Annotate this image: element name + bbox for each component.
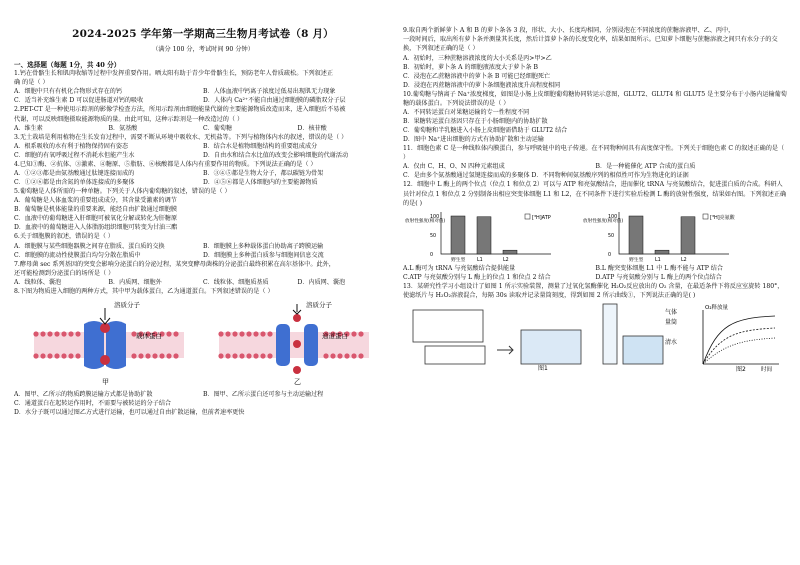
right-question-list — [403, 26, 788, 208]
answer-option: D．核苷酸 — [297, 124, 327, 132]
lipid-head — [61, 332, 66, 337]
answer-option: A．维生素 — [14, 124, 43, 132]
question-text: 12．细胞中 L 酶上的两个位点（位点 1 和位点 2）可以与 ATP 和亮氨酸结合，进而催化 tRNA 与亮氨酸结合，促进蛋白质的合成。科研人员针对位点 1 和位点 2 分别制备出相应突变体细胞 L1 和 L2，在不同条件下进行实验后检测 L 酶的放射性强度，结果如右图。下列叙述正确的是( ) — [403, 181, 787, 207]
chart-legend: [³H]ATP — [532, 215, 551, 222]
chart-category-label: L1 — [477, 258, 483, 264]
lipid-head — [351, 332, 356, 337]
lipid-head — [152, 354, 157, 359]
chart-bar — [655, 250, 669, 254]
lipid-head — [253, 354, 258, 359]
option-row — [403, 273, 788, 282]
label-solute-1: 溶质分子 — [114, 301, 140, 310]
question-text: 5.葡萄糖是人体所需的一种单糖。下列关于人体内葡萄糖的叙述，错误的是（ ） — [14, 188, 231, 196]
chart-tick-label: 50 — [430, 234, 437, 240]
answer-option: A．图甲、乙所示的物质跨膜运输方式都是协助扩散 — [14, 391, 153, 399]
question-text: 7.酵母菌 sec 系列基因的突变会影响分泌蛋白的分泌过程，某突变酵母菌株的分泌蛋白最终积累在高尔基体中。此外， — [14, 260, 335, 268]
lipid-head — [173, 332, 178, 337]
question-text: 13．某研究性学习小组设计了如图 1 所示实验装置，测量了过氧化氢酶催化 H₂O₂反应放出的 O₂ 含量，在最适条件下将反应室旋转 180°，使滤纸片与 H₂O₂溶液混合，每隔 30s 读取并记录量筒刻度，得到如图 2 所示曲线①，下列说法正确的是( ) — [403, 283, 784, 300]
lipid-head — [246, 332, 251, 337]
chart-bar — [451, 216, 465, 254]
lipid-head — [166, 332, 171, 337]
chart-tick-label: 50 — [608, 234, 615, 240]
legend-swatch — [525, 214, 530, 219]
chart-legend: [³H]亮氨酸 — [710, 215, 735, 222]
answer-option: D．图中 Na⁺进出细胞的方式有协助扩散和主动运输 — [403, 136, 544, 144]
label-fig1: 图1 — [538, 365, 548, 373]
answer-option: A．根系吸收的水有利于植物保持固有姿态 — [14, 143, 129, 151]
lipid-head — [239, 354, 244, 359]
option-row — [14, 142, 392, 151]
option-row — [14, 251, 392, 260]
right-q12-q13 — [403, 264, 788, 300]
answer-option: C．通道蛋白在起转运作用时，不需要与被转运的分子结合 — [14, 400, 172, 408]
lipid-head — [232, 354, 237, 359]
answer-option: D.ATP 与亮氨酸分别与 L 酶上的两个位点结合 — [595, 274, 722, 282]
chart-tick-label: 100 — [608, 215, 618, 221]
answer-option: A．线粒体、囊泡 — [14, 279, 62, 287]
option-row — [403, 162, 788, 171]
answer-option: D．水分子既可以通过图乙方式进行运输，也可以通过自由扩散运输，但前者速率更快 — [14, 409, 245, 417]
chart-bar — [503, 250, 517, 254]
lipid-head — [358, 332, 363, 337]
answer-option: B．初始时，萝卜条 A 的细胞液浓度大于萝卜条 B — [403, 63, 538, 71]
lipid-head — [33, 354, 38, 359]
lipid-head — [253, 332, 258, 337]
answer-option: D．人体内 Ca²⁺不能自由通过细胞膜的磷脂双分子层 — [203, 97, 346, 105]
answer-option: B．内质网、细胞外 — [108, 279, 162, 287]
lipid-head — [131, 354, 136, 359]
question-text: 8.下图为物质进入细胞的两种方式，其中甲为载体蛋白，乙为通道蛋白。下列叙述错误的是（ ） — [14, 288, 274, 296]
answer-option: D．自由水和结合水比值的改变会影响细胞的代谢活动 — [203, 152, 349, 160]
lipid-head — [145, 354, 150, 359]
label-time: 时间 — [761, 367, 773, 373]
figure-q13 — [403, 300, 788, 376]
answer-option: C．是由多个氨基酸通过氢键连接而成的多聚体 D．不同物种间氨基酸序列的相似性可作为生物进化的证据 — [403, 172, 689, 180]
lipid-head — [330, 354, 335, 359]
chart-tick-label: 0 — [430, 253, 434, 259]
answer-option: B．细胞膜上多种载体蛋白协助离子跨膜运输 — [203, 242, 324, 250]
answer-option: B.L 酶突变体细胞 L1 中 L 酶不能与 ATP 结合 — [595, 265, 723, 273]
question-text: 4.已知①酶、②抗体、③激素、④糖原、⑤脂肪、⑥核酸都是人体内有重要作用的物质。下列说法正确的是（ ） — [14, 161, 317, 169]
answer-option: A．仅由 C、H、O、N 四种元素组成 — [403, 163, 505, 171]
left-question-list — [14, 69, 392, 296]
lipid-head — [260, 354, 265, 359]
answer-option: C．线粒体、细胞质基质 — [203, 279, 269, 287]
lipid-head — [323, 354, 328, 359]
option-row — [14, 169, 392, 178]
question-text: 2.PET-CT 是一种使用示踪剂的影像学检查方法，所用示踪剂由细胞能量代谢的主要能源物质改造而来，进入细胞后不易被 — [14, 106, 346, 114]
lipid-head — [54, 354, 59, 359]
answer-option: C．①②⑥都是由含氮的单体连接成的多聚体 — [14, 179, 135, 187]
lipid-head — [138, 354, 143, 359]
q12-charts — [403, 208, 788, 264]
answer-option: D．血液中的葡萄糖进入人体脂肪组织细胞可转变为甘油三酯 — [14, 224, 178, 232]
answer-option: D．浸泡在丙蔗糖溶液中的萝卜条细胞液浓度升高程度相同 — [403, 81, 561, 89]
chart-ylabel: 放射性强度(相对值) — [405, 219, 446, 225]
left-q8-options — [14, 390, 392, 417]
answer-option: C．葡萄糖和半乳糖进入小肠上皮细胞需借助于 GLUT2 结合 — [403, 127, 568, 135]
lipid-head — [47, 354, 52, 359]
answer-option: C．适当补充维生素 D 可以促进肠道对钙的吸收 — [14, 97, 144, 105]
label-water: 清水 — [665, 339, 678, 347]
lipid-head — [75, 332, 80, 337]
answer-option: C．葡萄糖 — [203, 124, 233, 132]
label-channel: 通道蛋白 — [322, 332, 348, 341]
lipid-head — [344, 354, 349, 359]
answer-option: A．不同转运蛋白对果糖运输的专一性程度不同 — [403, 109, 530, 117]
question-text: 还可能检测到分泌蛋白的场所是（ ） — [14, 269, 115, 277]
chart-tick-label: 0 — [608, 253, 612, 259]
answer-option: B．图甲、乙所示蛋白还可参与主动运输过程 — [203, 391, 324, 399]
lipid-head — [351, 354, 356, 359]
answer-option: A．细胞中只有有机化合物形式存在的钙 — [14, 88, 122, 96]
lipid-head — [246, 354, 251, 359]
label-o2: O₂释放量 — [705, 305, 729, 312]
chart-category-label: 野生型 — [629, 258, 644, 264]
answer-option: C．浸泡在乙蔗糖溶液中的萝卜条 B 可能已经细胞死亡 — [403, 72, 551, 80]
chart-bar — [477, 217, 491, 254]
lipid-head — [337, 354, 342, 359]
lipid-head — [159, 354, 164, 359]
answer-option: A．细胞膜与某些细胞器膜之间存在脂质、蛋白质的交换 — [14, 242, 165, 250]
lipid-head — [173, 354, 178, 359]
option-row — [14, 178, 392, 187]
label-fig2: 图2 — [736, 366, 746, 373]
answer-option: A．葡萄糖是人体血浆的重要组成成分，其含量受激素的调节 — [14, 197, 177, 205]
answer-option: C．细胞膜的流动性使膜蛋白均匀分散在脂质中 — [14, 251, 141, 259]
label-gas: 气体 — [665, 309, 678, 317]
option-row — [14, 151, 392, 160]
option-row — [14, 87, 392, 96]
option-row — [14, 124, 392, 133]
lipid-head — [68, 332, 73, 337]
answer-option: A．①②③都是由氨基酸通过肽键连接而成的 — [14, 170, 135, 178]
lipid-head — [358, 354, 363, 359]
answer-option: B．人体血液中钙离子浓度过低易出现肌无力现象 — [203, 88, 336, 96]
chart-leu — [581, 208, 751, 264]
label-jia: 甲 — [102, 378, 109, 387]
lipid-head — [61, 354, 66, 359]
lipid-head — [75, 354, 80, 359]
question-text: 11．细胞色素 C 是一种线粒体内膜蛋白，参与呼吸链中的电子传递。在不同物种间具有高度保守性。下列关于细胞色素 C 的叙述正确的是（ ） — [403, 145, 785, 162]
lipid-head — [40, 332, 45, 337]
answer-option: C．血液中的葡萄糖进入肝细胞可被氧化分解或转化为肝糖原 — [14, 215, 178, 223]
answer-option: B．果糖转运蛋白基因只存在于小肠细胞内的协助扩散 — [403, 118, 548, 126]
lipid-head — [239, 332, 244, 337]
lipid-head — [47, 332, 52, 337]
lipid-head — [218, 354, 223, 359]
chart-tick-label: 100 — [430, 215, 440, 221]
lipid-head — [267, 354, 272, 359]
lipid-head — [260, 332, 265, 337]
exam-title: 2024-2025 学年第一学期高三生物月考试卷（8 月） — [72, 28, 334, 40]
chart-category-label: L1 — [655, 258, 661, 264]
question-text: 10.葡萄糖与钠离子 Na⁺浓度梯度，如图是小肠上皮细胞葡萄糖协同转运示意图，GLUT2、GLUT4 和 GLUT5 是主要分布于小肠内运输葡萄糖的载体蛋白。下列说法错误的是（ ） — [403, 90, 787, 107]
exam-subtitle: （满分 100 分，考试时间 90 分钟） — [152, 46, 254, 53]
chart-ylabel: 放射性强度(相对值) — [583, 219, 624, 225]
label-cylinder: 量筒 — [665, 319, 678, 327]
option-row — [14, 278, 392, 287]
question-text: 1.钙在骨骼生长和肌肉收缩等过程中发挥重要作用。晒太阳有助于青少年骨骼生长，预防老年人骨质疏松。下列叙述正 — [14, 70, 334, 77]
q13-curve-plot — [703, 303, 779, 372]
lipid-head — [166, 354, 171, 359]
answer-option: B．结合水是植物细胞结构的重要组成成分 — [203, 143, 318, 151]
answer-option: A．初始时，三种蔗糖溶液浓度的大小关系是丙>甲>乙 — [403, 54, 552, 62]
label-solute-2: 溶质分子 — [306, 301, 332, 310]
left-column — [14, 0, 392, 565]
question-text: 代谢，可以反映细胞摄取能源物质的量。由此可知，这种示踪剂是一种改造过的（ ） — [14, 115, 244, 123]
answer-option: D．细胞膜上多种蛋白质参与细胞间信息交流 — [203, 251, 324, 259]
answer-option: A.L 酶可为 tRNA 与亮氨酸结合提供能量 — [403, 265, 516, 273]
answer-option: B．氨基酸 — [108, 124, 138, 132]
answer-option: D．④⑤⑥都是人体细胞内的主要能源物质 — [203, 179, 318, 187]
answer-option: D．内质网、囊泡 — [297, 279, 346, 287]
figure-q8 — [14, 298, 392, 388]
lipid-head — [54, 332, 59, 337]
lipid-head — [232, 332, 237, 337]
membrane-transport-diagram — [14, 298, 392, 388]
option-row — [403, 264, 788, 273]
chart-bar — [629, 216, 643, 254]
question-text: 确 的是（ ） — [14, 79, 49, 87]
label-yi: 乙 — [294, 378, 301, 387]
right-column — [403, 0, 788, 565]
lipid-head — [218, 332, 223, 337]
q13-apparatus — [403, 300, 788, 372]
option-row — [14, 242, 392, 251]
answer-option: C．细胞的有氧呼吸过程不消耗水但能产生水 — [14, 152, 135, 160]
answer-option: B．是一种能催化 ATP 合成的蛋白质 — [595, 163, 696, 171]
lipid-head — [225, 354, 230, 359]
chart-category-label: 野生型 — [451, 258, 466, 264]
lipid-head — [40, 354, 45, 359]
chart-category-label: L2 — [681, 258, 687, 264]
lipid-head — [68, 354, 73, 359]
question-text: 一段时间后，取出所有萝卜条并测量其长度，然后计算萝卜条的长度变化率，结果如图所示。已知萝卜细胞与蔗糖溶液之间只有水分子的交换，下列叙述正确的是（ ） — [403, 36, 778, 53]
option-row — [14, 390, 392, 399]
legend-swatch — [703, 214, 708, 219]
chart-bar — [681, 217, 695, 254]
answer-option: B．③④⑤都是生物大分子，都以碳链为骨架 — [203, 170, 324, 178]
lipid-head — [33, 332, 38, 337]
question-text: 6.关于细胞膜的叙述，错误的是（ ） — [14, 233, 114, 241]
section-heading: 一、选择题（每题 1分，共 40 分） — [14, 61, 121, 69]
label-carrier: 载体蛋白 — [136, 332, 162, 341]
option-row — [14, 96, 392, 105]
chart-atp — [403, 208, 573, 264]
question-text: 3.无土栽培是利用植物在生长发育过程中，需要不断从环境中吸收水、无机盐等。下列与植物体内水的叙述，错误的是（ ） — [14, 133, 348, 141]
lipid-head — [225, 332, 230, 337]
question-text: 9.取自两个新鲜萝卜 A 和 B 的萝卜条各 3 段，形状、大小、长度均相同，分别浸泡在不同浓度的蔗糖溶液甲、乙、丙中， — [403, 27, 735, 34]
chart-category-label: L2 — [503, 258, 509, 264]
answer-option: C.ATP 与亮氨酸分别与 L 酶上的位点 1 和位点 2 结合 — [403, 274, 551, 282]
lipid-head — [267, 332, 272, 337]
answer-option: B．葡萄糖是机体能量的重要来源，能经自由扩散通过细胞膜 — [14, 206, 177, 214]
